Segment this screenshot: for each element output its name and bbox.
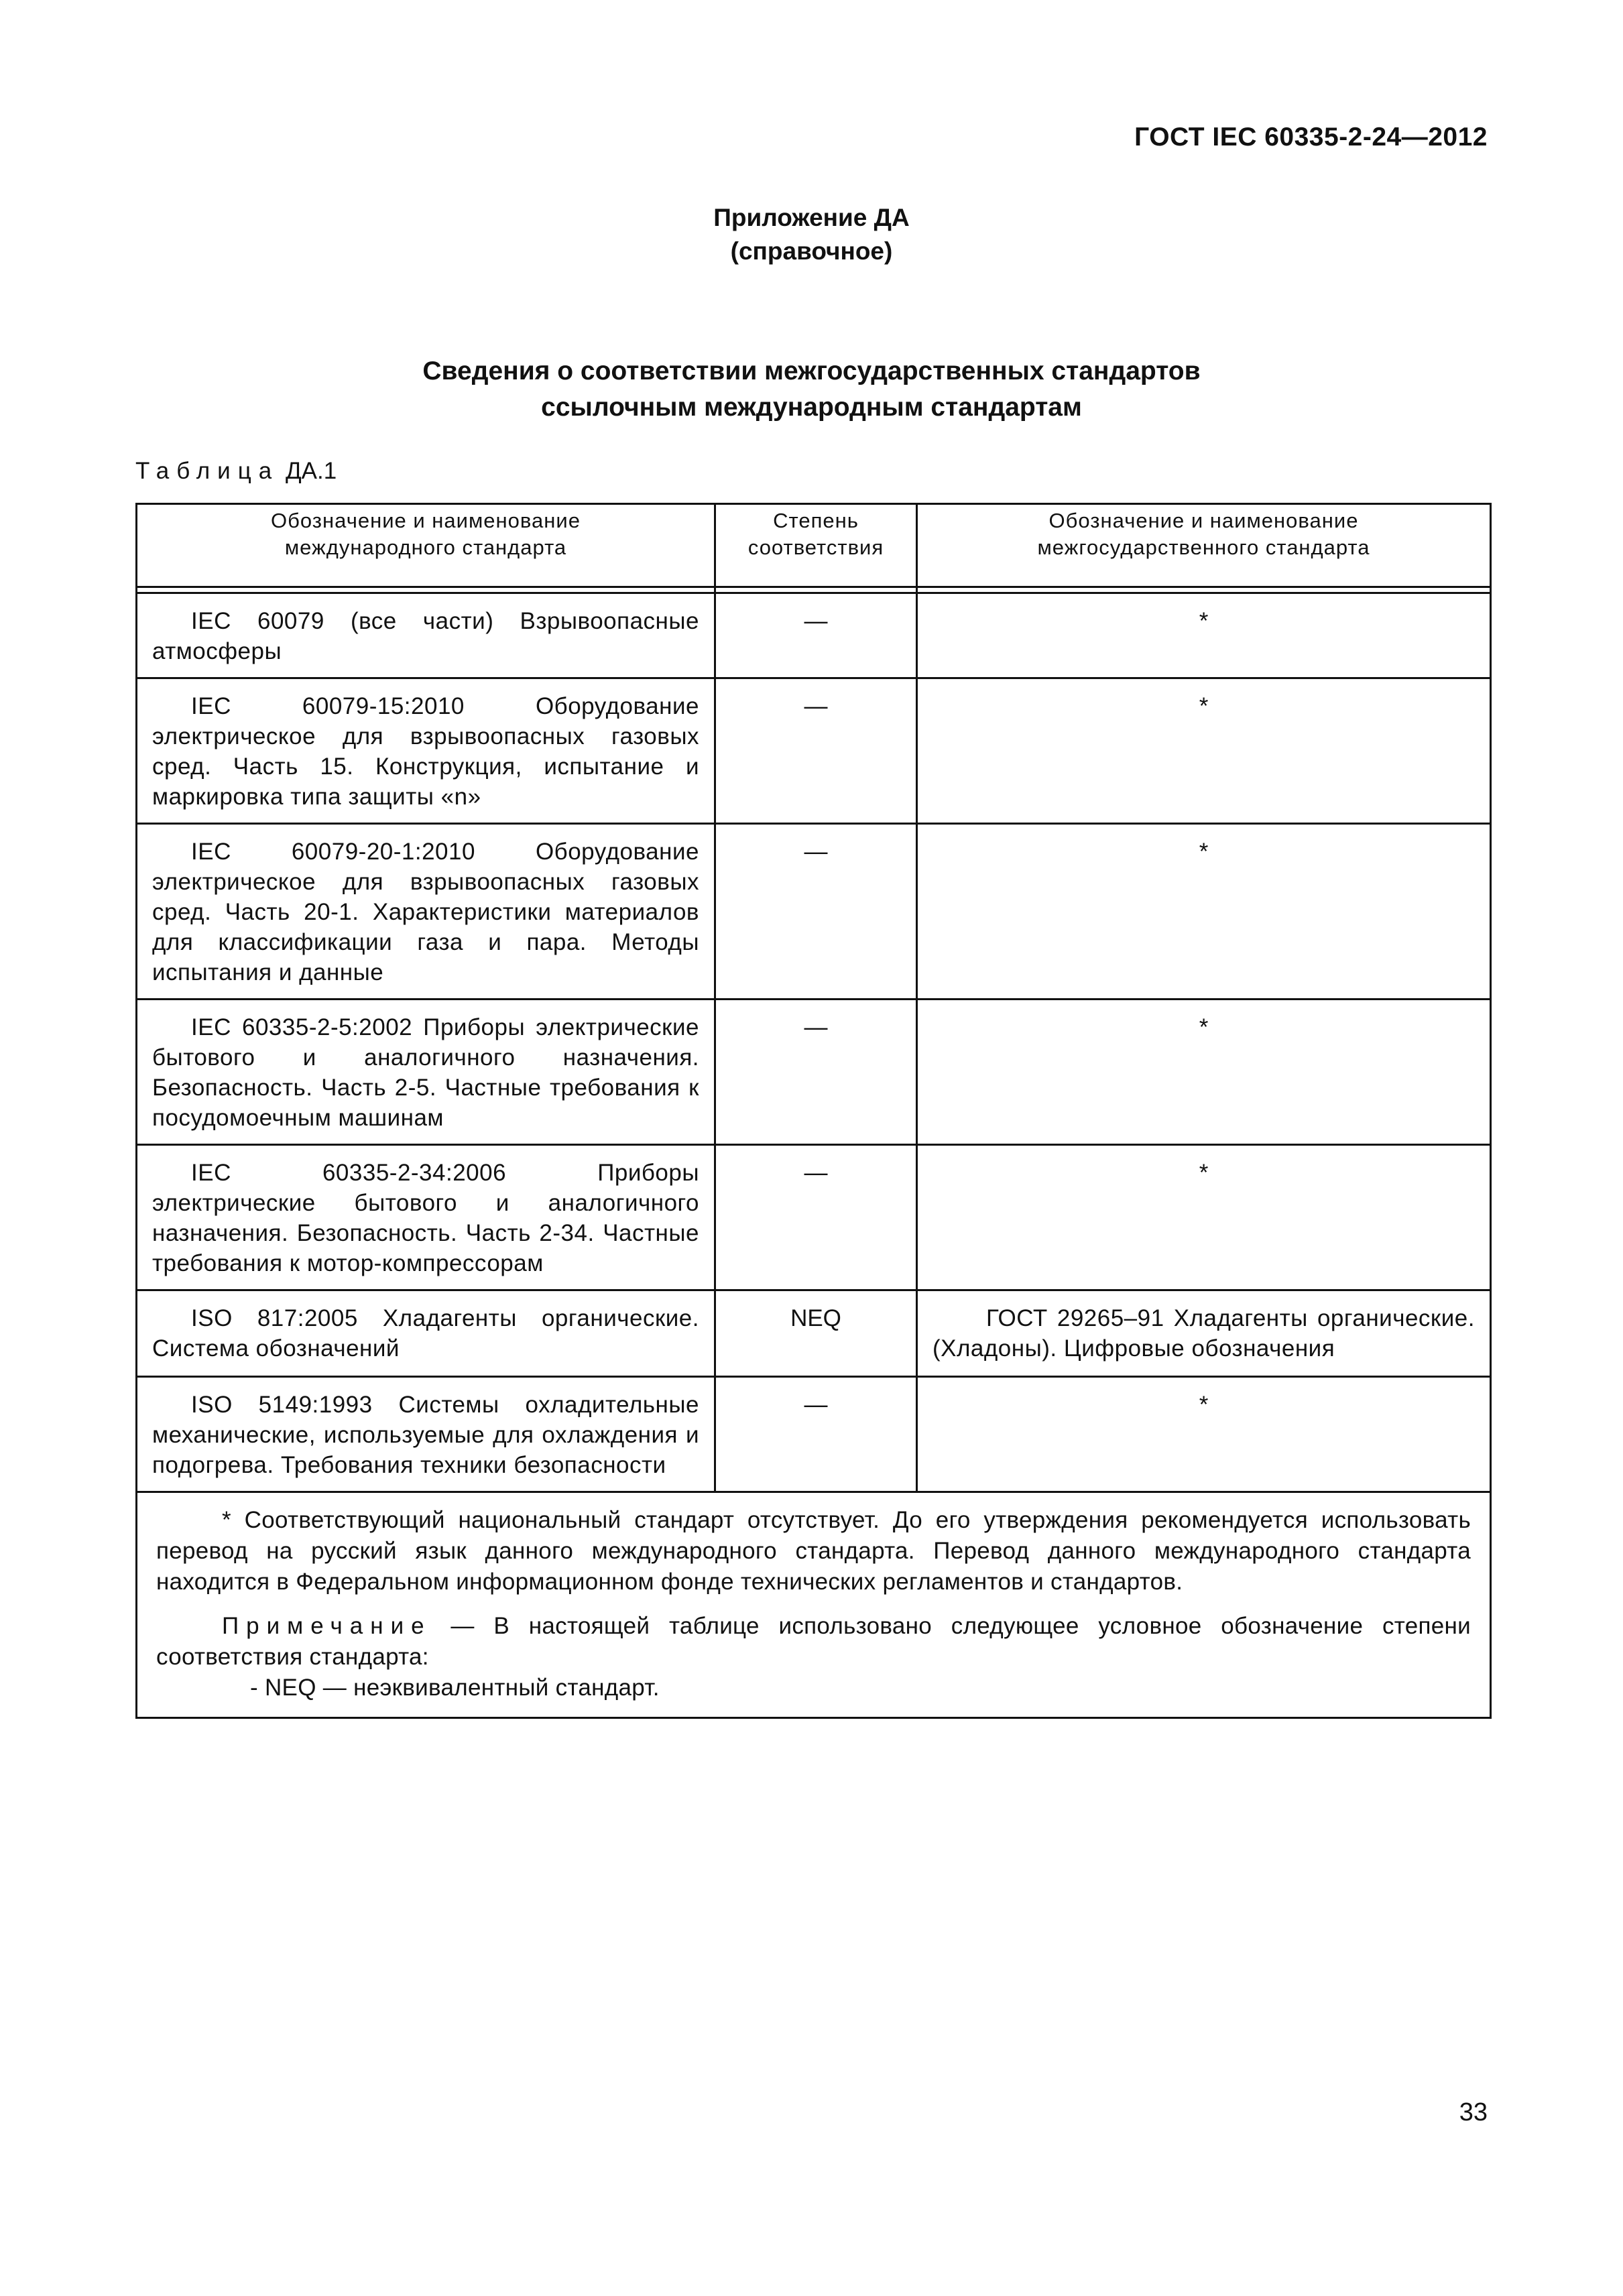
international-standard-cell: IEC 60079-15:2010 Оборудование электрическое для взрывоопасных газовых сред. Часть 15. Конструкция, испытание и маркировка типа защиты «n» [137, 678, 715, 824]
interstate-standard-cell: * [917, 1000, 1491, 1145]
table-row [137, 678, 1491, 824]
header-international: Обозначение и наименование международного стандарта [137, 504, 715, 587]
header-interstate: Обозначение и наименование межгосударственного стандарта [917, 504, 1491, 587]
document-title [0, 353, 1623, 426]
degree-cell: — [715, 678, 917, 824]
degree-cell: — [715, 824, 917, 1000]
degree-cell: — [715, 1145, 917, 1290]
international-standard-cell: IEC 60335-2-34:2006 Приборы электрические бытового и аналогичного назначения. Безопасность. Часть 2-34. Частные требования к мотор-компрессорам [137, 1145, 715, 1290]
table-row [137, 1145, 1491, 1290]
appendix-heading [0, 201, 1623, 268]
table-notes-cell [137, 1492, 1491, 1718]
table-row [137, 1290, 1491, 1377]
header-separator [137, 587, 1491, 593]
page-number: 33 [1459, 2098, 1488, 2126]
international-standard-cell: ISO 5149:1993 Системы охладительные механические, используемые для охлаждения и подогрева. Требования техники безопасности [137, 1377, 715, 1492]
document-code: ГОСТ IEC 60335-2-24—2012 [1134, 123, 1488, 152]
table-row [137, 1377, 1491, 1492]
table-caption-word: Таблица [135, 458, 280, 484]
table-notes-row [137, 1492, 1491, 1718]
table-caption-id: ДА.1 [285, 458, 337, 484]
international-standard-cell: ISO 817:2005 Хладагенты органические. Система обозначений [137, 1290, 715, 1377]
title-line-2: ссылочным международным стандартам [541, 393, 1082, 422]
international-standard-cell: IEC 60079-20-1:2010 Оборудование электрическое для взрывоопасных газовых сред. Часть 20-1. Характеристики материалов для классификации газа и пара. Методы испытания и данные [137, 824, 715, 1000]
international-standard-cell: IEC 60079 (все части) Взрывоопасные атмосферы [137, 593, 715, 678]
interstate-standard-cell: * [917, 593, 1491, 678]
international-standard-cell: IEC 60335-2-5:2002 Приборы электрические бытового и аналогичного назначения. Безопасность. Часть 2-5. Частные требования к посудомоечным машинам [137, 1000, 715, 1145]
appendix-subtitle: (справочное) [730, 237, 893, 265]
title-line-1: Сведения о соответствии межгосударственных стандартов [422, 357, 1201, 385]
table-row [137, 824, 1491, 1000]
table-note [156, 1611, 1471, 1673]
table-caption [135, 458, 337, 485]
degree-cell: — [715, 593, 917, 678]
table-row [137, 1000, 1491, 1145]
note-text: — В настоящей таблице использовано следующее условное обозначение степени соответствия стандарта: [156, 1613, 1471, 1670]
note-label: Примечание [222, 1613, 432, 1639]
interstate-standard-cell: * [917, 1377, 1491, 1492]
table-footnote: * Соответствующий национальный стандарт отсутствует. До его утверждения рекомендуется использовать перевод на русский язык данного международного стандарта. Перевод данного международного стандарта находится в Федеральном информационном фонде технических регламентов и стандартов. [156, 1507, 1471, 1595]
table-row [137, 593, 1491, 678]
header-degree: Степень соответствия [715, 504, 917, 587]
degree-cell: NEQ [715, 1290, 917, 1377]
appendix-title: Приложение ДА [713, 204, 910, 231]
degree-cell: — [715, 1000, 917, 1145]
correspondence-table [135, 503, 1492, 1719]
degree-cell: — [715, 1377, 917, 1492]
interstate-standard-cell: * [917, 824, 1491, 1000]
interstate-standard-cell: ГОСТ 29265–91 Хладагенты органические. (Хладоны). Цифровые обозначения [917, 1290, 1491, 1377]
note-legend: - NEQ — неэквивалентный стандарт. [250, 1675, 660, 1701]
table-header-row [137, 504, 1491, 587]
interstate-standard-cell: * [917, 678, 1491, 824]
interstate-standard-cell: * [917, 1145, 1491, 1290]
